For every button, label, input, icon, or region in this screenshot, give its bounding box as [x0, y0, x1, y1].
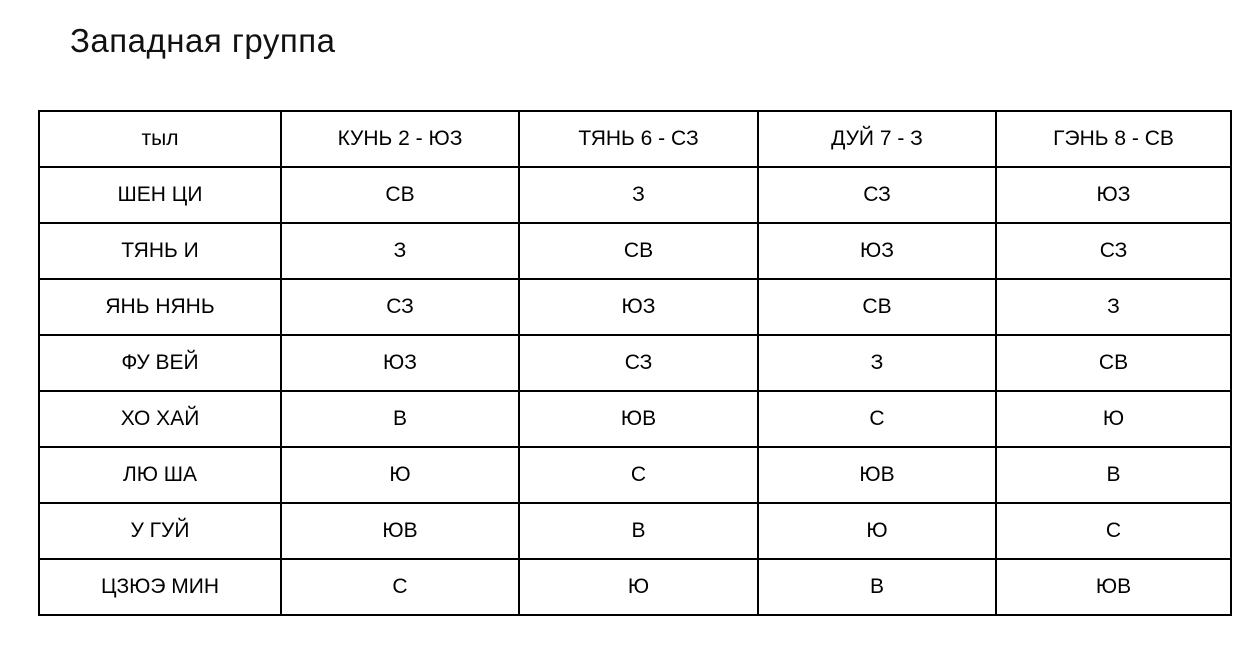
direction-cell: СВ	[519, 223, 758, 279]
direction-cell: ЮВ	[758, 447, 996, 503]
row-label-cell: ШЕН ЦИ	[39, 167, 281, 223]
table-row	[39, 503, 1231, 559]
direction-cell: Ю	[519, 559, 758, 615]
direction-table	[38, 110, 1232, 616]
direction-cell: Ю	[758, 503, 996, 559]
direction-cell: З	[758, 335, 996, 391]
direction-cell: ЮВ	[996, 559, 1231, 615]
direction-cell: С	[758, 391, 996, 447]
direction-cell: В	[758, 559, 996, 615]
header-cell-palace: ДУЙ 7 - З	[758, 111, 996, 167]
direction-cell: ЮЗ	[281, 335, 519, 391]
row-label-cell: ЯНЬ НЯНЬ	[39, 279, 281, 335]
direction-cell: С	[281, 559, 519, 615]
direction-cell: СЗ	[758, 167, 996, 223]
table-row	[39, 447, 1231, 503]
table-row	[39, 335, 1231, 391]
table-body	[39, 167, 1231, 615]
row-label-cell: ЛЮ ША	[39, 447, 281, 503]
direction-cell: В	[996, 447, 1231, 503]
row-label-cell: ФУ ВЕЙ	[39, 335, 281, 391]
direction-cell: ЮЗ	[519, 279, 758, 335]
direction-cell: Ю	[996, 391, 1231, 447]
row-label-cell: У ГУЙ	[39, 503, 281, 559]
header-row	[39, 111, 1231, 167]
table-row	[39, 391, 1231, 447]
direction-cell: С	[519, 447, 758, 503]
row-label-cell: ЦЗЮЭ МИН	[39, 559, 281, 615]
direction-cell: З	[281, 223, 519, 279]
direction-cell: СВ	[996, 335, 1231, 391]
direction-cell: СВ	[281, 167, 519, 223]
table-row	[39, 279, 1231, 335]
direction-cell: ЮВ	[519, 391, 758, 447]
direction-cell: СЗ	[996, 223, 1231, 279]
row-label-cell: ТЯНЬ И	[39, 223, 281, 279]
header-cell-palace: КУНЬ 2 - ЮЗ	[281, 111, 519, 167]
direction-cell: В	[519, 503, 758, 559]
direction-cell: ЮВ	[281, 503, 519, 559]
header-cell-rear: тыл	[39, 111, 281, 167]
table-header	[39, 111, 1231, 167]
direction-cell: ЮЗ	[758, 223, 996, 279]
header-cell-palace: ТЯНЬ 6 - СЗ	[519, 111, 758, 167]
direction-cell: З	[996, 279, 1231, 335]
direction-cell: СВ	[758, 279, 996, 335]
direction-cell: С	[996, 503, 1231, 559]
direction-cell: З	[519, 167, 758, 223]
table-row	[39, 559, 1231, 615]
direction-cell: ЮЗ	[996, 167, 1231, 223]
direction-cell: В	[281, 391, 519, 447]
table-row	[39, 223, 1231, 279]
header-cell-palace: ГЭНЬ 8 - СВ	[996, 111, 1231, 167]
direction-cell: Ю	[281, 447, 519, 503]
table-row	[39, 167, 1231, 223]
direction-cell: СЗ	[281, 279, 519, 335]
row-label-cell: ХО ХАЙ	[39, 391, 281, 447]
page-title: Западная группа	[70, 22, 336, 59]
direction-cell: СЗ	[519, 335, 758, 391]
